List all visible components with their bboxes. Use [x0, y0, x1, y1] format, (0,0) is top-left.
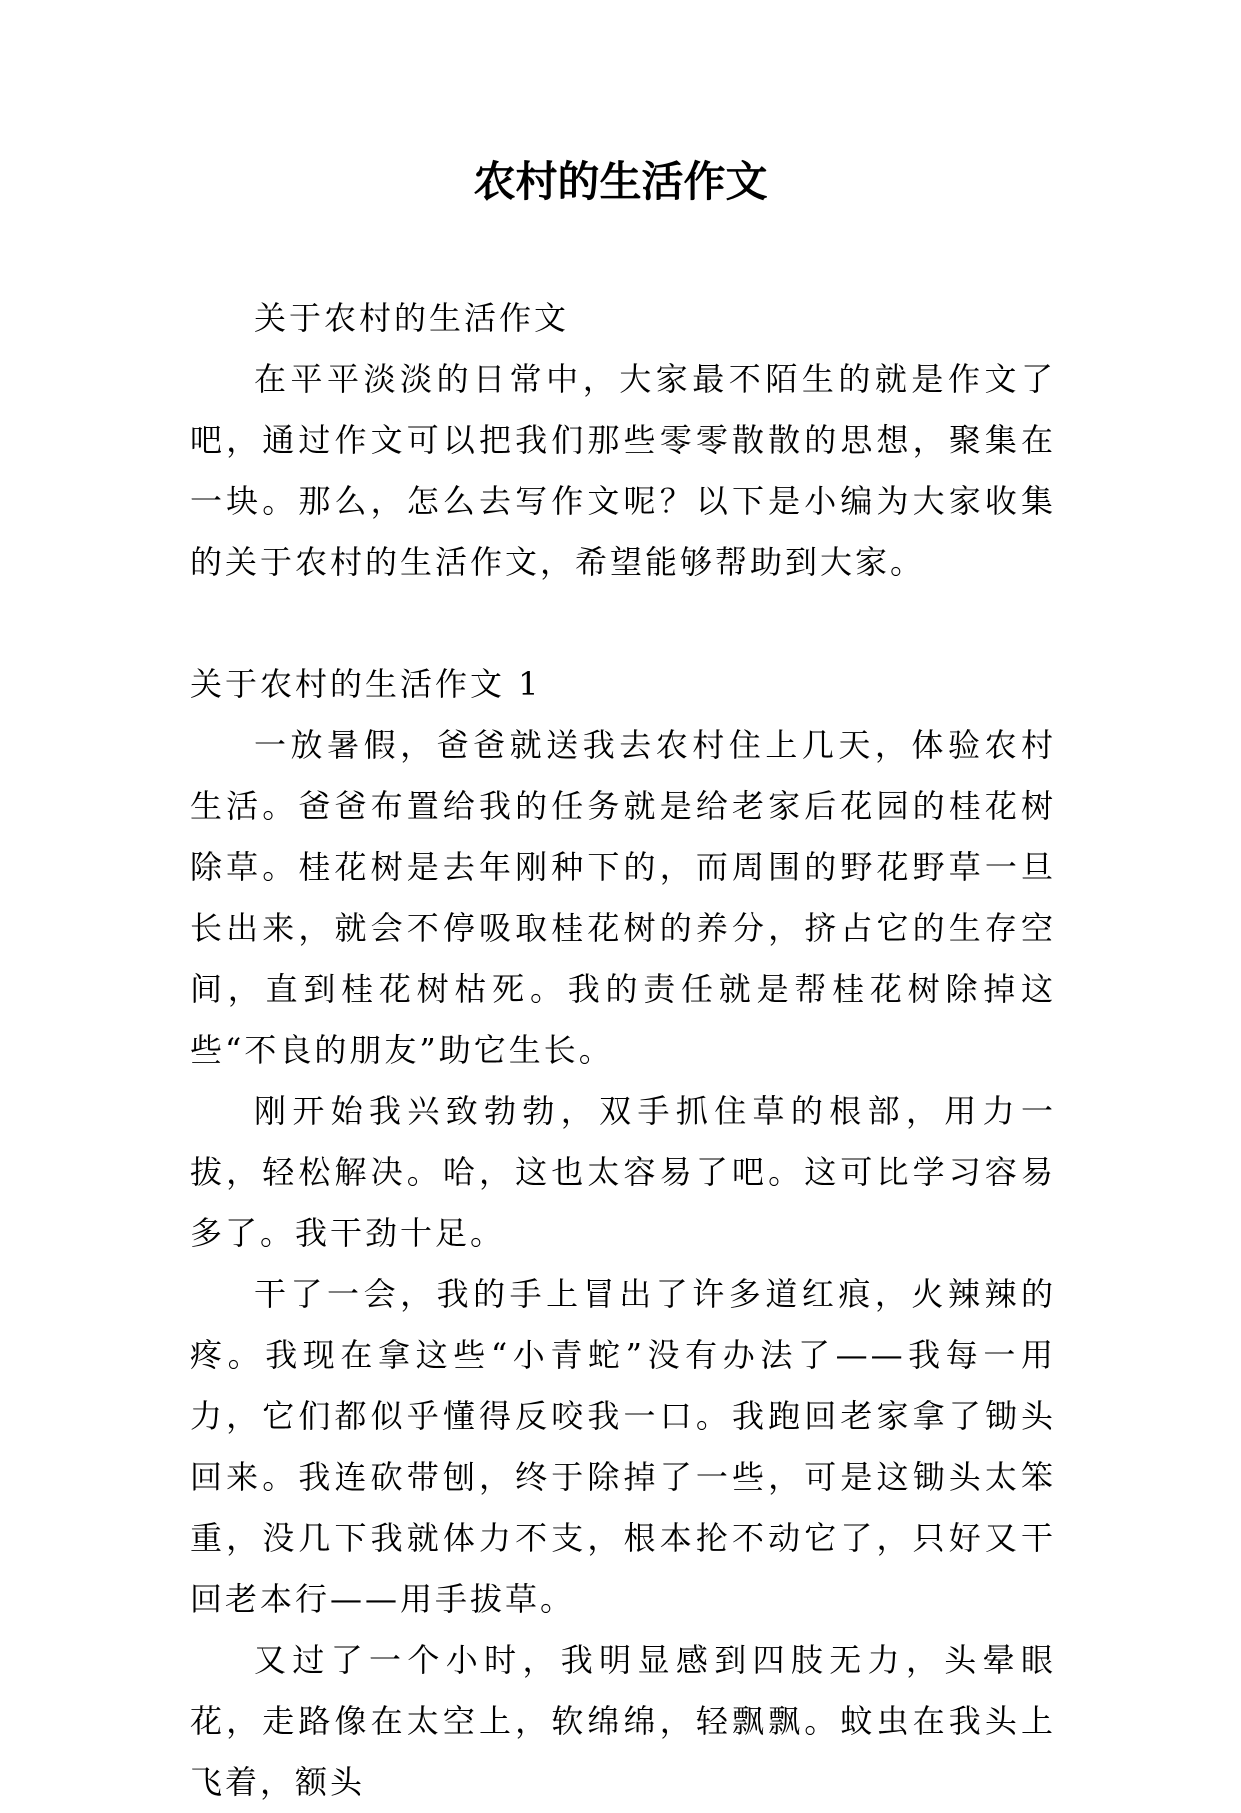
document-title: 农村的生活作文 — [473, 157, 768, 206]
body-paragraph: 一放暑假，爸爸就送我去农村住上几天，体验农村生活。爸爸布置给我的任务就是给老家后花园的桂花树除草。桂花树是去年刚种下的，而周围的野花野草一旦长出来，就会不停吸取桂花树的养分，挤占它的生存空间，直到桂花树枯死。我的责任就是帮桂花树除掉这些“不良的朋友”助它生长。 — [190, 726, 1056, 1069]
document-body — [190, 288, 1056, 1813]
intro-heading: 关于农村的生活作文 — [254, 299, 570, 337]
body-paragraph: 干了一会，我的手上冒出了许多道红痕，火辣辣的疼。我现在拿这些“小青蛇”没有办法了——我每一用力，它们都似乎懂得反咬我一口。我跑回老家拿了锄头回来。我连砍带刨，终于除掉了一些，可是这锄头太笨重，没几下我就体力不支，根本抡不动它了，只好又干回老本行——用手拔草。 — [190, 1275, 1056, 1618]
body-paragraph: 又过了一个小时，我明显感到四肢无力，头晕眼花，走路像在太空上，软绵绵，轻飘飘。蚊虫在我头上飞着，额头 — [190, 1641, 1056, 1801]
section-heading: 关于农村的生活作文 1 — [190, 665, 542, 703]
body-paragraph: 刚开始我兴致勃勃，双手抓住草的根部，用力一拔，轻松解决。哈，这也太容易了吧。这可比学习容易多了。我干劲十足。 — [190, 1092, 1056, 1252]
intro-paragraph: 在平平淡淡的日常中，大家最不陌生的就是作文了吧，通过作文可以把我们那些零零散散的思想，聚集在一块。那么，怎么去写作文呢？以下是小编为大家收集的关于农村的生活作文，希望能够帮助到大家。 — [190, 360, 1056, 581]
